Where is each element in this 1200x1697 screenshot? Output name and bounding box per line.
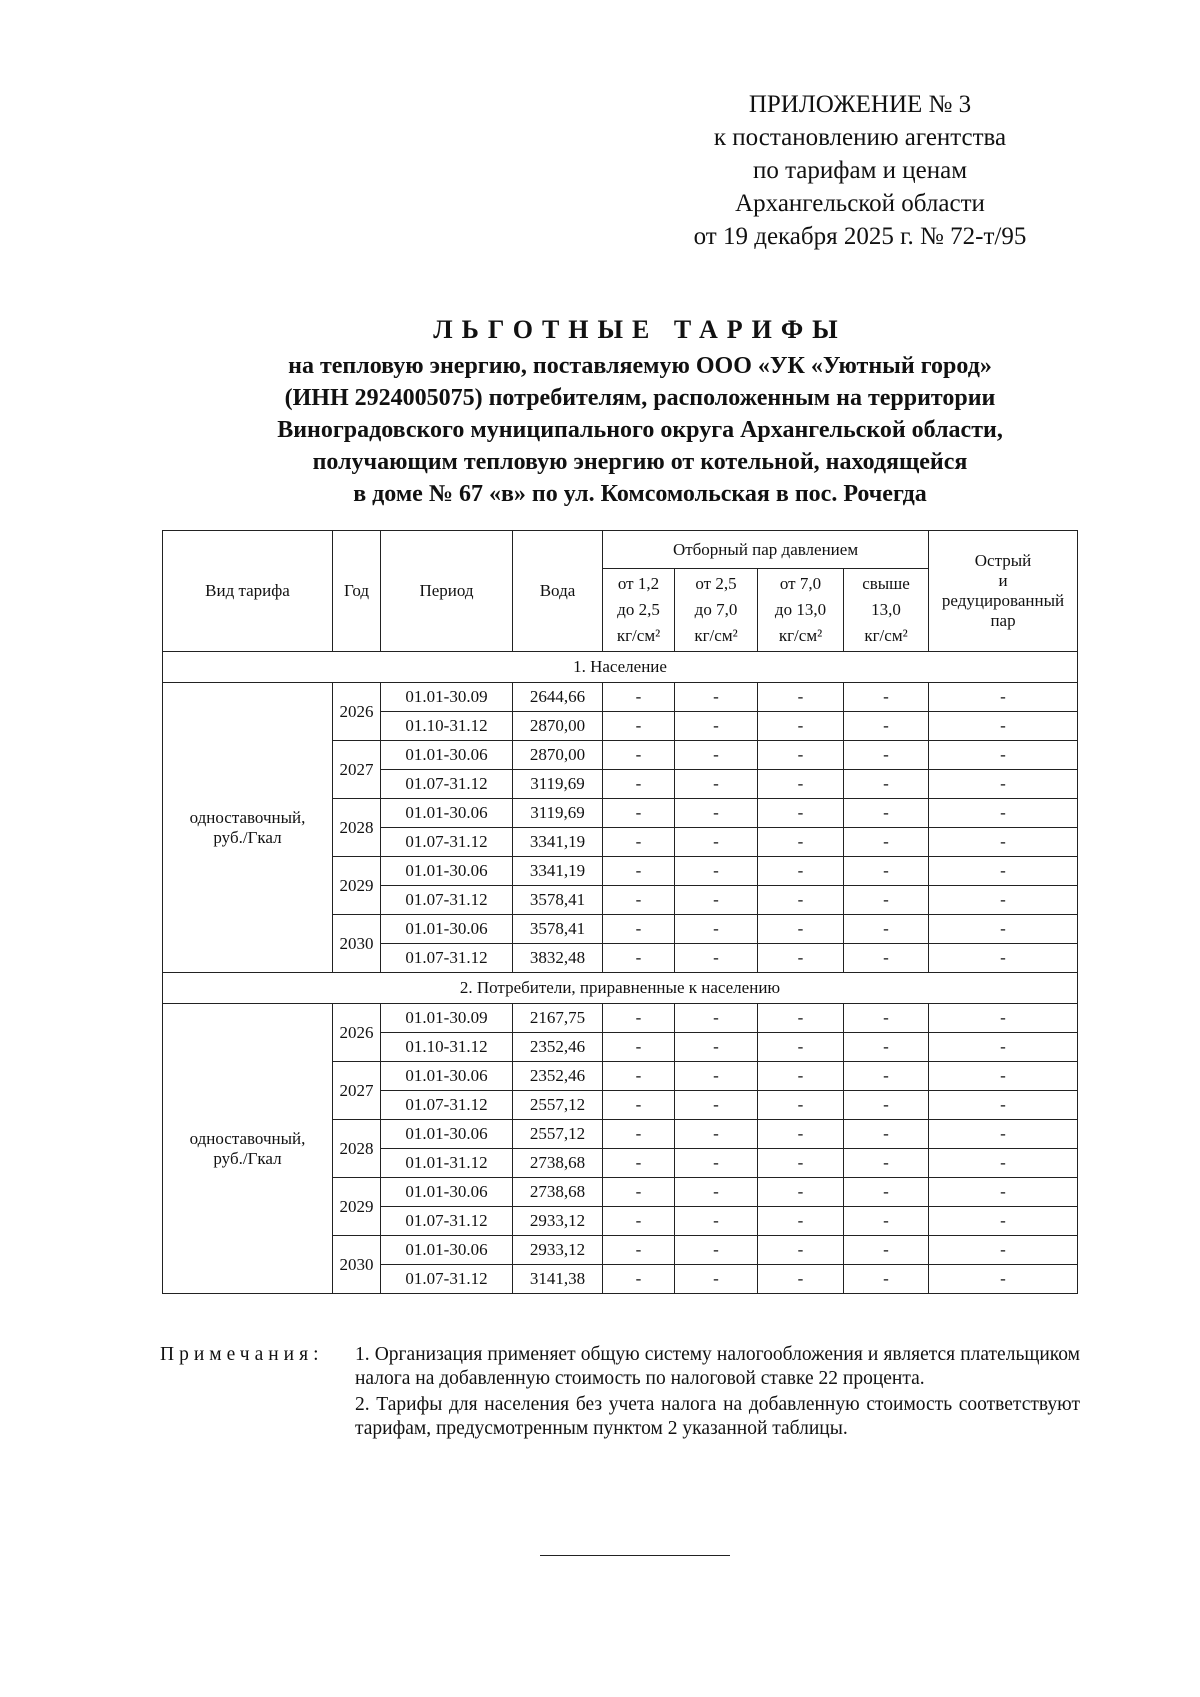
- steam-cell: -: [758, 944, 844, 973]
- steam-cell: -: [758, 1091, 844, 1120]
- steam-cell: -: [758, 770, 844, 799]
- steam-cell: -: [603, 1178, 675, 1207]
- steam-cell: -: [844, 712, 929, 741]
- steam-cell: -: [603, 828, 675, 857]
- steam-cell: -: [758, 1004, 844, 1033]
- sharp-steam-cell: -: [929, 712, 1078, 741]
- steam-cell: -: [675, 1207, 758, 1236]
- steam-cell: -: [844, 828, 929, 857]
- notes-label: Примечания:: [160, 1344, 324, 1365]
- table-row: [163, 683, 1078, 712]
- steam-cell: -: [844, 1091, 929, 1120]
- appendix-number: ПРИЛОЖЕНИЕ № 3: [748, 91, 972, 118]
- steam-cell: -: [603, 944, 675, 973]
- title-main: ЛЬГОТНЫЕ ТАРИФЫ: [433, 315, 847, 344]
- steam-cell: -: [758, 1178, 844, 1207]
- year-cell: 2028: [333, 1120, 381, 1178]
- steam-cell: -: [675, 1178, 758, 1207]
- steam-cell: -: [844, 915, 929, 944]
- steam-cell: -: [758, 799, 844, 828]
- header-year: Год: [333, 531, 381, 652]
- year-cell: 2030: [333, 1236, 381, 1294]
- appendix-agency: по тарифам и ценам: [752, 157, 968, 184]
- steam-cell: -: [844, 886, 929, 915]
- steam-cell: -: [844, 857, 929, 886]
- steam-cell: -: [603, 1265, 675, 1294]
- year-cell: 2026: [333, 1004, 381, 1062]
- steam-cell: -: [758, 683, 844, 712]
- steam-cell: -: [603, 712, 675, 741]
- water-cell: 2933,12: [513, 1236, 603, 1265]
- steam-cell: -: [675, 770, 758, 799]
- steam-cell: -: [844, 944, 929, 973]
- note-item: 2. Тарифы для населения без учета налога на добавленную стоимость соответствуют тарифам, предусмотренным пунктом 2 указанной таблицы.: [355, 1394, 1080, 1439]
- water-cell: 2933,12: [513, 1207, 603, 1236]
- header-water: Вода: [513, 531, 603, 652]
- period-cell: 01.01-30.09: [381, 683, 513, 712]
- sharp-steam-cell: -: [929, 1265, 1078, 1294]
- steam-cell: -: [603, 799, 675, 828]
- steam-cell: -: [758, 1033, 844, 1062]
- steam-cell: -: [603, 683, 675, 712]
- period-cell: 01.01-30.06: [381, 857, 513, 886]
- steam-cell: -: [844, 770, 929, 799]
- water-cell: 3832,48: [513, 944, 603, 973]
- table-body: [163, 652, 1078, 1294]
- steam-cell: -: [675, 1004, 758, 1033]
- appendix-ref: к постановлению агентства: [713, 124, 1007, 151]
- document-title: [160, 310, 1120, 510]
- steam-cell: -: [758, 1149, 844, 1178]
- steam-cell: -: [675, 944, 758, 973]
- year-cell: 2026: [333, 683, 381, 741]
- period-cell: 01.07-31.12: [381, 944, 513, 973]
- steam-cell: -: [603, 857, 675, 886]
- steam-cell: -: [844, 1236, 929, 1265]
- steam-cell: -: [675, 857, 758, 886]
- steam-cell: -: [844, 741, 929, 770]
- steam-cell: -: [758, 886, 844, 915]
- year-cell: 2029: [333, 857, 381, 915]
- water-cell: 2738,68: [513, 1149, 603, 1178]
- steam-cell: -: [675, 1120, 758, 1149]
- sharp-steam-cell: -: [929, 1033, 1078, 1062]
- steam-cell: -: [603, 770, 675, 799]
- steam-cell: -: [675, 886, 758, 915]
- period-cell: 01.01-30.06: [381, 1062, 513, 1091]
- tariff-table: [162, 530, 1078, 1294]
- year-cell: 2028: [333, 799, 381, 857]
- steam-cell: -: [758, 857, 844, 886]
- water-cell: 2870,00: [513, 712, 603, 741]
- sharp-steam-cell: -: [929, 1149, 1078, 1178]
- water-cell: 2557,12: [513, 1120, 603, 1149]
- water-cell: 2870,00: [513, 741, 603, 770]
- steam-cell: -: [844, 799, 929, 828]
- steam-cell: -: [675, 741, 758, 770]
- steam-cell: -: [675, 1265, 758, 1294]
- sharp-steam-cell: -: [929, 1091, 1078, 1120]
- sharp-steam-cell: -: [929, 944, 1078, 973]
- period-cell: 01.10-31.12: [381, 712, 513, 741]
- sharp-steam-cell: -: [929, 1236, 1078, 1265]
- steam-cell: -: [758, 712, 844, 741]
- water-cell: 3141,38: [513, 1265, 603, 1294]
- steam-cell: -: [844, 1033, 929, 1062]
- sharp-steam-cell: -: [929, 1120, 1078, 1149]
- water-cell: 2557,12: [513, 1091, 603, 1120]
- section-title: 1. Население: [163, 652, 1078, 683]
- tariff-type-cell: одноставочный, руб./Гкал: [163, 683, 333, 973]
- water-cell: 3119,69: [513, 799, 603, 828]
- steam-cell: -: [844, 1004, 929, 1033]
- steam-cell: -: [675, 1062, 758, 1091]
- steam-cell: -: [675, 828, 758, 857]
- tariff-type-cell: одноставочный, руб./Гкал: [163, 1004, 333, 1294]
- period-cell: 01.01-30.06: [381, 741, 513, 770]
- water-cell: 3341,19: [513, 828, 603, 857]
- steam-cell: -: [675, 1091, 758, 1120]
- notes-list: [355, 1343, 1080, 1443]
- header-steam-4: свыше 13,0 кг/см²: [844, 569, 929, 652]
- water-cell: 3119,69: [513, 770, 603, 799]
- steam-cell: -: [758, 1207, 844, 1236]
- steam-cell: -: [844, 683, 929, 712]
- title-line: получающим тепловую энергию от котельной, находящейся: [312, 449, 968, 475]
- section-row: [163, 652, 1078, 683]
- steam-cell: -: [758, 1265, 844, 1294]
- sharp-steam-cell: -: [929, 1178, 1078, 1207]
- header-steam-2: от 2,5 до 7,0 кг/см²: [675, 569, 758, 652]
- sharp-steam-cell: -: [929, 799, 1078, 828]
- period-cell: 01.01-30.06: [381, 1236, 513, 1265]
- steam-cell: -: [844, 1178, 929, 1207]
- steam-cell: -: [603, 1062, 675, 1091]
- steam-cell: -: [603, 1149, 675, 1178]
- year-cell: 2027: [333, 741, 381, 799]
- water-cell: 2167,75: [513, 1004, 603, 1033]
- steam-cell: -: [758, 1120, 844, 1149]
- water-cell: 2352,46: [513, 1062, 603, 1091]
- period-cell: 01.07-31.12: [381, 1207, 513, 1236]
- water-cell: 3578,41: [513, 915, 603, 944]
- steam-cell: -: [675, 915, 758, 944]
- header-sharp-steam: Острый и редуцированный пар: [929, 531, 1078, 652]
- appendix-date: от 19 декабря 2025 г. № 72-т/95: [693, 223, 1027, 250]
- water-cell: 2352,46: [513, 1033, 603, 1062]
- title-line: в доме № 67 «в» по ул. Комсомольская в пос. Рочегда: [353, 481, 927, 507]
- period-cell: 01.01-30.06: [381, 1120, 513, 1149]
- steam-cell: -: [675, 1236, 758, 1265]
- year-cell: 2029: [333, 1178, 381, 1236]
- steam-cell: -: [675, 1033, 758, 1062]
- steam-cell: -: [603, 741, 675, 770]
- header-tariff-type: Вид тарифа: [163, 531, 333, 652]
- steam-cell: -: [758, 1062, 844, 1091]
- period-cell: 01.07-31.12: [381, 828, 513, 857]
- steam-cell: -: [675, 799, 758, 828]
- sharp-steam-cell: -: [929, 915, 1078, 944]
- steam-cell: -: [758, 828, 844, 857]
- section-row: [163, 973, 1078, 1004]
- water-cell: 2644,66: [513, 683, 603, 712]
- appendix-header: [640, 88, 1080, 253]
- steam-cell: -: [603, 1236, 675, 1265]
- water-cell: 3578,41: [513, 886, 603, 915]
- period-cell: 01.07-31.12: [381, 886, 513, 915]
- period-cell: 01.07-31.12: [381, 770, 513, 799]
- period-cell: 01.01-30.06: [381, 915, 513, 944]
- period-cell: 01.01-30.09: [381, 1004, 513, 1033]
- steam-cell: -: [675, 712, 758, 741]
- header-steam-3: от 7,0 до 13,0 кг/см²: [758, 569, 844, 652]
- period-cell: 01.01-31.12: [381, 1149, 513, 1178]
- water-cell: 3341,19: [513, 857, 603, 886]
- header-steam-1: от 1,2 до 2,5 кг/см²: [603, 569, 675, 652]
- header-period: Период: [381, 531, 513, 652]
- title-line: (ИНН 2924005075) потребителям, расположенным на территории: [284, 385, 996, 411]
- water-cell: 2738,68: [513, 1178, 603, 1207]
- table-row: [163, 1004, 1078, 1033]
- closing-rule: [540, 1555, 730, 1556]
- period-cell: 01.10-31.12: [381, 1033, 513, 1062]
- steam-cell: -: [603, 1207, 675, 1236]
- steam-cell: -: [758, 1236, 844, 1265]
- steam-cell: -: [675, 683, 758, 712]
- period-cell: 01.01-30.06: [381, 799, 513, 828]
- steam-cell: -: [844, 1149, 929, 1178]
- sharp-steam-cell: -: [929, 741, 1078, 770]
- year-cell: 2030: [333, 915, 381, 973]
- sharp-steam-cell: -: [929, 1062, 1078, 1091]
- period-cell: 01.01-30.06: [381, 1178, 513, 1207]
- steam-cell: -: [675, 1149, 758, 1178]
- year-cell: 2027: [333, 1062, 381, 1120]
- sharp-steam-cell: -: [929, 857, 1078, 886]
- steam-cell: -: [844, 1265, 929, 1294]
- steam-cell: -: [603, 1091, 675, 1120]
- steam-cell: -: [758, 915, 844, 944]
- steam-cell: -: [844, 1207, 929, 1236]
- steam-cell: -: [758, 741, 844, 770]
- steam-cell: -: [603, 915, 675, 944]
- steam-cell: -: [603, 1033, 675, 1062]
- period-cell: 01.07-31.12: [381, 1091, 513, 1120]
- steam-cell: -: [603, 886, 675, 915]
- steam-cell: -: [844, 1120, 929, 1149]
- sharp-steam-cell: -: [929, 683, 1078, 712]
- note-item: 1. Организация применяет общую систему налогообложения и является плательщиком налога на добавленную стоимость по налоговой ставке 22 процента.: [355, 1344, 1080, 1389]
- title-line: на тепловую энергию, поставляемую ООО «УК «Уютный город»: [288, 353, 992, 379]
- steam-cell: -: [603, 1004, 675, 1033]
- section-title: 2. Потребители, приравненные к населению: [163, 973, 1078, 1004]
- steam-cell: -: [603, 1120, 675, 1149]
- sharp-steam-cell: -: [929, 770, 1078, 799]
- header-steam-group: Отборный пар давлением: [603, 531, 929, 569]
- steam-cell: -: [844, 1062, 929, 1091]
- sharp-steam-cell: -: [929, 1004, 1078, 1033]
- sharp-steam-cell: -: [929, 828, 1078, 857]
- appendix-region: Архангельской области: [735, 190, 985, 217]
- sharp-steam-cell: -: [929, 886, 1078, 915]
- period-cell: 01.07-31.12: [381, 1265, 513, 1294]
- title-line: Виноградовского муниципального округа Архангельской области,: [277, 417, 1003, 443]
- sharp-steam-cell: -: [929, 1207, 1078, 1236]
